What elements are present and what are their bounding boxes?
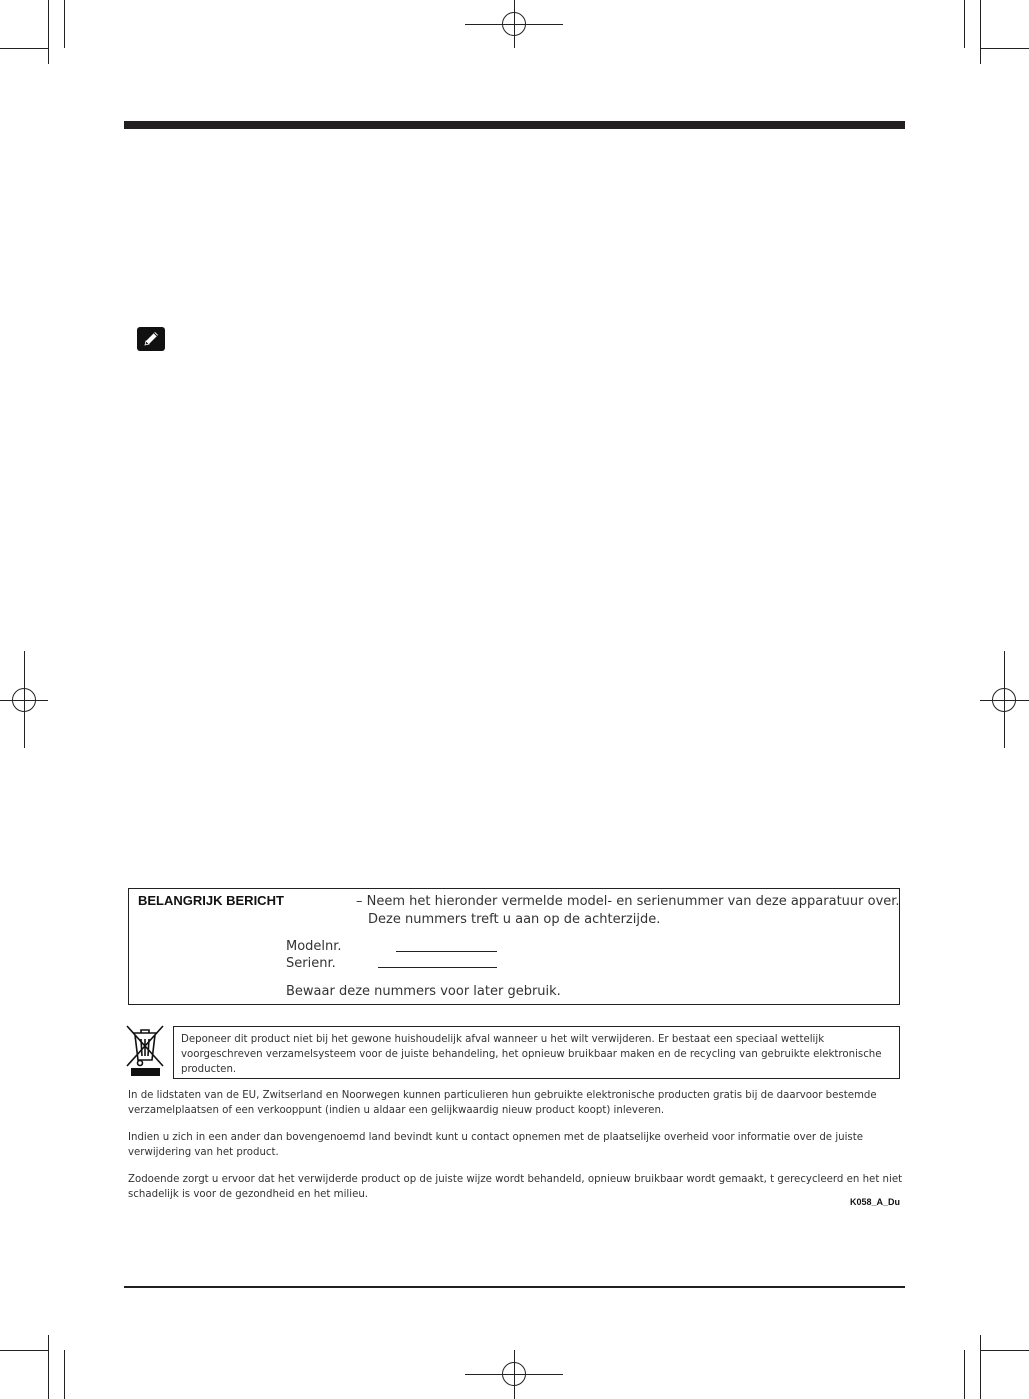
pencil-note-icon [137, 327, 165, 351]
serial-number-line [378, 967, 497, 968]
footer-rule [124, 1286, 905, 1288]
notice-line-1: – Neem het hieronder vermelde model- en serienummer van deze apparatuur over. [356, 894, 900, 909]
notice-line-2: Deze nummers treft u aan op de achterzijde. [368, 912, 661, 927]
crossed-out-wheelie-bin-icon [124, 1024, 166, 1068]
model-number-label: Modelnr. [286, 939, 342, 954]
document-code: K058_A_Du [849, 1197, 900, 1207]
serial-number-label: Serienr. [286, 956, 336, 971]
model-number-line [396, 951, 497, 952]
notice-instructions [356, 893, 900, 929]
weee-disposal-box: Deponeer dit product niet bij het gewone huishoudelijk afval wanneer u het wilt verwijderen. Er bestaat een speciaal wettelijk voorgeschreven verzamelsysteem voor de juiste behandeling, het opnieuw bruikbaar maken en de recycling van gebruikte elektronische producten. [173, 1026, 900, 1079]
weee-bar [131, 1068, 160, 1076]
weee-paragraph-1: In de lidstaten van de EU, Zwitserland en Noorwegen kunnen particulieren hun gebruikte elektronische producten gratis bij de daarvoor bestemde verzamelplaatsen of een verkooppunt (indien u aldaar een gelijkwaardig nieuw product koopt) inleveren. [128, 1090, 877, 1116]
notice-title: BELANGRIJK BERICHT [138, 893, 284, 908]
weee-paragraph-2: Indien u zich in een ander dan bovengenoemd land bevindt kunt u contact opnemen met de plaatselijke overheid voor informatie over de juiste verwijdering van het product. [128, 1132, 864, 1158]
weee-paragraph-3: Zodoende zorgt u ervoor dat het verwijderde product op de juiste wijze wordt behandeld, opnieuw bruikbaar wordt gemaakt, t gerecycleerd en het niet schadelijk is voor de gezondheid en het milieu. [128, 1174, 903, 1200]
important-notice-box [128, 888, 900, 1005]
header-rule [124, 121, 905, 129]
keep-numbers-text: Bewaar deze nummers voor later gebruik. [286, 984, 561, 999]
